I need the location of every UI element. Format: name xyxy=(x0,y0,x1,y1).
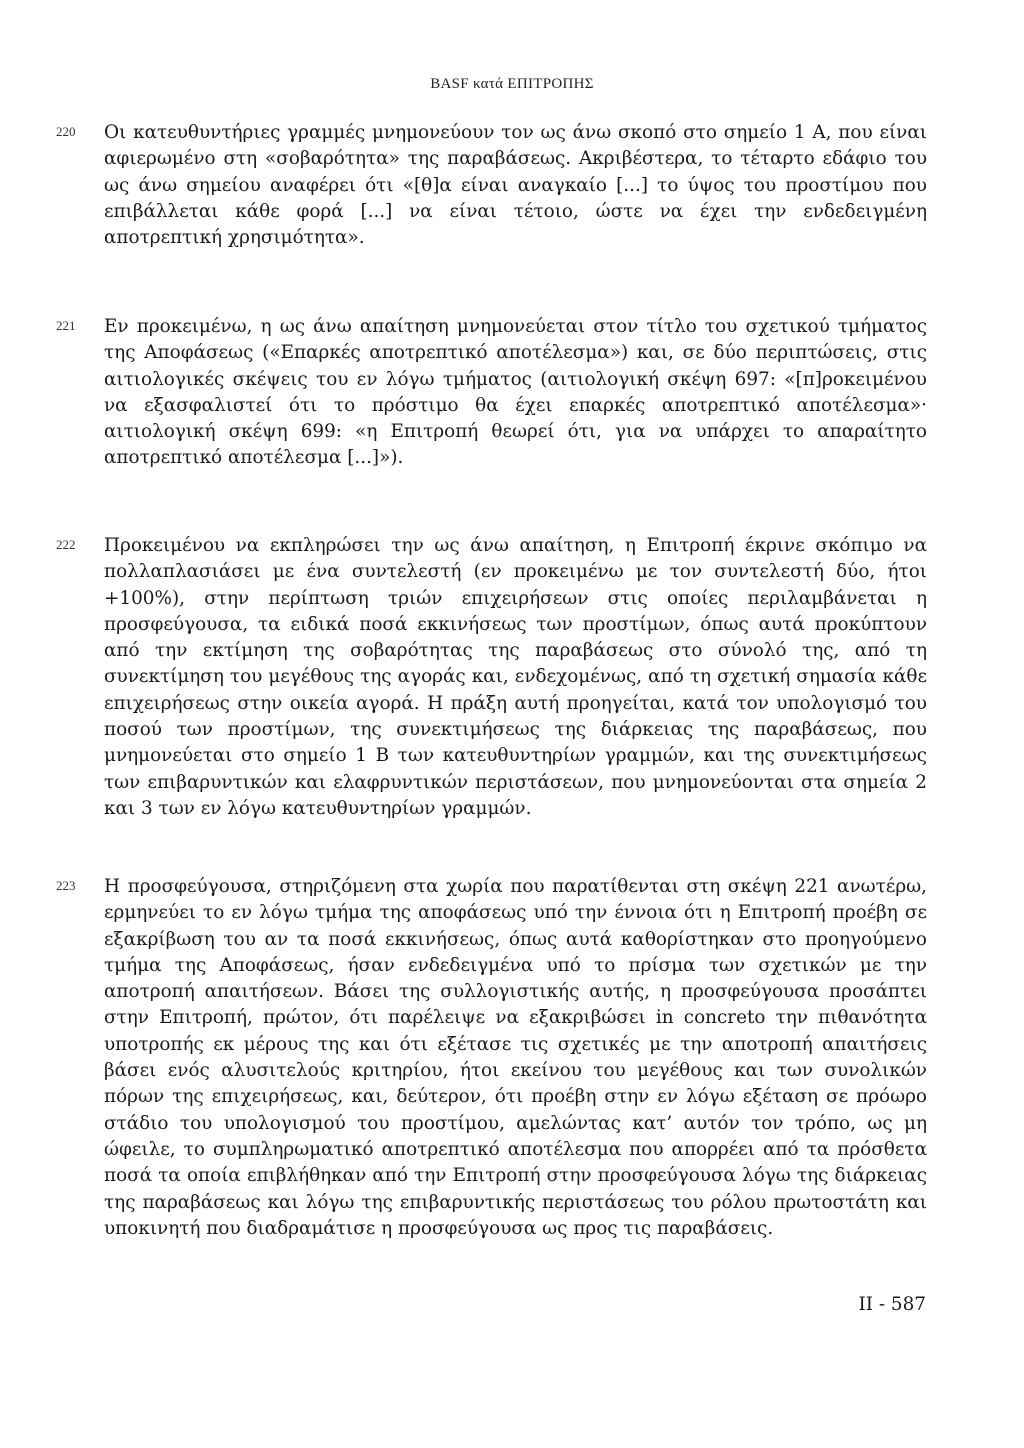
paragraph-text: Οι κατευθυντήριες γραμμές μνημονεύουν τον ως άνω σκοπό στο σημείο 1 A, που είναι αφιερωμένο στη «σοβαρότητα» της παραβάσεως. Ακριβέστερα, το τέταρτο εδάφιο του ως άνω σημείου αναφέρει ότι «[θ]α είναι αναγκαίο [...] το ύψος του προστίμου που επιβάλλεται κάθε φορά [...] να είναι τέτοιο, ώστε να έχει την ενδεδειγμένη αποτρεπτική χρησιμότητα». xyxy=(104,122,927,249)
paragraph-number: 220 xyxy=(56,124,76,139)
paragraph-number: 223 xyxy=(56,878,76,893)
paragraph-text: Εν προκειμένω, η ως άνω απαίτηση μνημονεύεται στον τίτλο του σχετικού τμήματος της Αποφάσεως («Επαρκές αποτρεπτικό αποτέλεσμα») και, σε δύο περιπτώσεις, στις αιτιολογικές σκέψεις του εν λόγω τμήματος (αιτιολογική σκέψη 697: «[π]ροκειμένου να εξασφαλιστεί ότι το πρόστιμο θα έχει επαρκές αποτρεπτικό αποτέλεσμα»· αιτιολογική σκέψη 699: «η Επιτροπή θεωρεί ότι, για να υπάρχει το απαραίτητο αποτρεπτικό αποτέλεσμα [...]»). xyxy=(104,316,927,469)
paragraph-text: Η προσφεύγουσα, στηριζόμενη στα χωρία που παρατίθενται στη σκέψη 221 ανωτέρω, ερμηνεύει το εν λόγω τμήμα της αποφάσεως υπό την έννοια ότι η Επιτροπή προέβη σε εξακρίβωση του αν τα ποσά εκκινήσεως, όπως αυτά καθορίστηκαν στο προηγούμενο τμήμα της Αποφάσεως, ήσαν ενδεδειγμένα υπό το πρίσμα των σχετικών με την αποτροπή απαιτήσεων. Βάσει της συλλογιστικής αυτής, η προσφεύγουσα προσάπτει στην Επιτροπή, πρώτον, ότι παρέλειψε να εξακριβώσει in concreto την πιθανότητα υποτροπής εκ μέρους της και ότι εξέτασε τις σχετικές με την αποτροπή απαιτήσεις βάσει ενός αλυσιτελούς κριτηρίου, ήτοι εκείνου του μεγέθους και των συνολικών πόρων της επιχειρήσεως, και, δεύτερον, ότι προέβη στην εν λόγω εξέταση σε πρόωρο στάδιο του υπολογισμού του προστίμου, αμελώντας κατ’ αυτόν τον τρόπο, ως μη ώφειλε, το συμπληρωματικό αποτρεπτικό αποτέλεσμα που απορρέει από τα πρόσθετα ποσά τα οποία επιβλήθηκαν από την Επιτροπή στην προσφεύγουσα λόγω της διάρκειας της παραβάσεως και λόγω της επιβαρυντικής περιστάσεως του ρόλου πρωτοστάτη και υποκινητή που διαδραμάτισε η προσφεύγουσα ως προς τις παραβάσεις. xyxy=(104,876,927,1239)
paragraph-number: 221 xyxy=(56,318,76,333)
paragraph-text: Προκειμένου να εκπληρώσει την ως άνω απαίτηση, η Επιτροπή έκρινε σκόπιμο να πολλαπλασιάσει με ένα συντελεστή (εν προκειμένω με τον συντελεστή δύο, ήτοι +100%), στην περίπτωση τριών επιχειρήσεων στις οποίες περιλαμβάνεται η προσφεύγουσα, τα ειδικά ποσά εκκινήσεως των προστίμων, όπως αυτά προκύπτουν από την εκτίμηση της σοβαρότητας της παραβάσεως στο σύνολό της, από τη συνεκτίμηση του μεγέθους της αγοράς και, ενδεχομένως, από τη σχετική σημασία κάθε επιχειρήσεως στην οικεία αγορά. Η πράξη αυτή προηγείται, κατά τον υπολογισμό του ποσού των προστίμων, της συνεκτιμήσεως της διάρκειας της παραβάσεως, που μνημονεύεται στο σημείο 1 B των κατευθυντηρίων γραμμών, και της συνεκτιμήσεως των επιβαρυντικών και ελαφρυντικών περιστάσεων, που μνημονεύονται στα σημεία 2 και 3 των εν λόγω κατευθυντηρίων γραμμών. xyxy=(104,535,927,819)
paragraph-number: 222 xyxy=(56,537,76,552)
running-header: BASF κατά ΕΠΙΤΡΟΠΗΣ xyxy=(430,76,594,92)
page-number: II - 587 xyxy=(858,1294,926,1315)
